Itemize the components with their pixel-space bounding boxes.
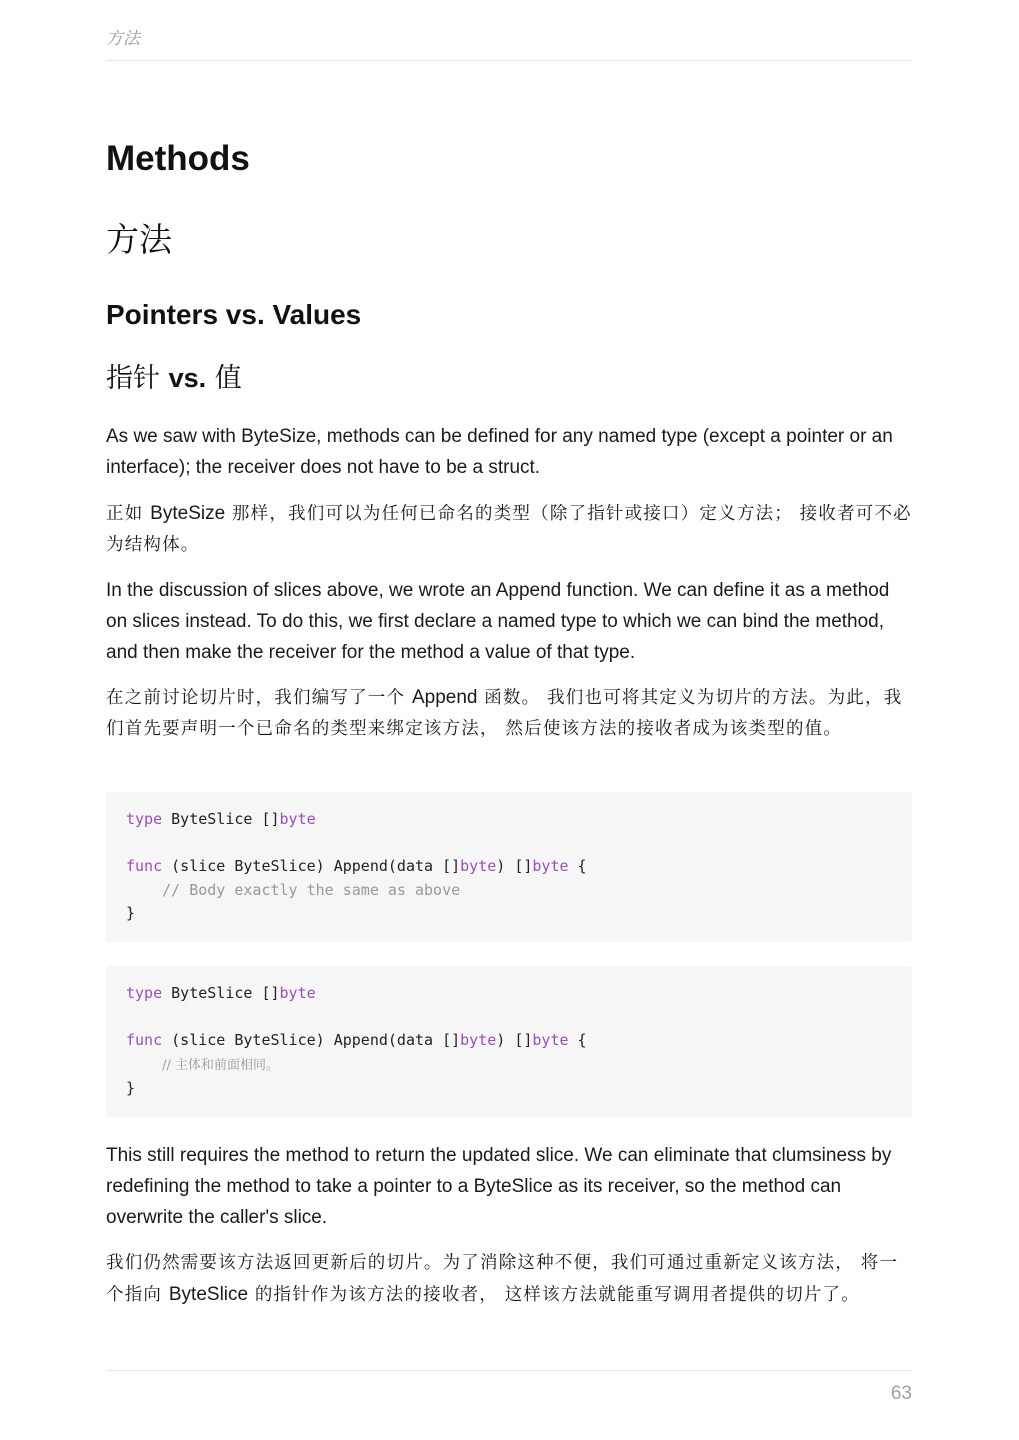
- paragraph-3-zh-latin: ByteSlice: [168, 1284, 249, 1305]
- code-keyword: byte: [279, 984, 316, 1002]
- page-number: 63: [890, 1383, 912, 1404]
- heading-zh-vs: vs.: [168, 363, 207, 393]
- code-comment-zh: // 主体和前面相同。: [162, 1057, 280, 1073]
- code-text: {: [568, 857, 587, 875]
- code-text: ByteSlice []: [162, 810, 280, 828]
- paragraph-1-zh: [106, 498, 912, 561]
- paragraph-2-en: In the discussion of slices above, we wrote an Append function. We can define it as a method on slices instead. To do this, we first declare a named type to which we can bind the method, and then make the receiver for the method a value of that type.: [106, 580, 890, 663]
- heading-methods-en: Methods: [106, 139, 250, 178]
- heading-pointers-vs-values-en: Pointers vs. Values: [106, 299, 362, 330]
- heading-pointers-vs-values-zh: [106, 362, 242, 395]
- paragraph-3-zh: [106, 1248, 912, 1311]
- paragraph-3-zh-text-a: 我们仍然需要该方法返回更新后的切片。为了消除这种不便，我们可通过重新定义该方法， 将一个指向: [106, 1253, 899, 1305]
- code-keyword: func: [126, 857, 163, 875]
- code-text: ) []: [496, 1031, 533, 1049]
- footer-divider: [106, 1370, 912, 1371]
- running-header: 方法: [106, 29, 140, 49]
- paragraph-1-zh-text-b: 那样，我们可以为任何已命名的类型（除了指针或接口）定义方法； 接收者可不必为结构体。: [106, 504, 912, 555]
- paragraph-2-zh-latin: Append: [411, 687, 478, 708]
- code-listing-zh: [106, 966, 912, 1117]
- code-keyword: byte: [460, 1031, 497, 1049]
- paragraph-3-zh-text-b: 的指针作为该方法的接收者， 这样该方法就能重写调用者提供的切片了。: [248, 1285, 861, 1305]
- code-keyword: byte: [460, 857, 497, 875]
- paragraph-1-zh-text-a: 正如: [106, 504, 151, 524]
- code-indent: [126, 881, 162, 899]
- paragraph-1-en: As we saw with ByteSize, methods can be defined for any named type (except a pointer or an interface); the receiver does not have to be a struct.: [106, 426, 893, 478]
- paragraph-1-zh-latin: ByteSize: [150, 503, 226, 524]
- code-listing-en: [106, 792, 912, 942]
- code-keyword: byte: [279, 810, 316, 828]
- header-divider: [106, 60, 912, 61]
- heading-zh-prefix: 指针: [106, 363, 169, 394]
- document-page: [106, 0, 912, 1440]
- paragraph-3-en: This still requires the method to return the updated slice. We can eliminate that clumsiness by redefining the method to take a pointer to a ByteSlice as its receiver, so the method can overwrite the caller's slice.: [106, 1145, 892, 1228]
- paragraph-2-zh-text-b: 函数。 我们也可将其定义为切片的方法。为此，我们首先要声明一个已命名的类型来绑定该方法， 然后使该方法的接收者成为该类型的值。: [106, 688, 903, 739]
- paragraph-2-zh: [106, 682, 912, 745]
- code-block-en: [106, 792, 912, 942]
- code-text: }: [126, 904, 136, 922]
- code-block-zh: [106, 966, 912, 1117]
- code-keyword: type: [126, 810, 163, 828]
- code-text: (slice ByteSlice) Append(data []: [162, 1031, 461, 1049]
- heading-methods-zh: 方法: [106, 220, 172, 259]
- paragraph-2-zh-text-a: 在之前讨论切片时，我们编写了一个: [106, 688, 412, 708]
- code-text: ByteSlice []: [162, 984, 280, 1002]
- code-text: ) []: [496, 857, 533, 875]
- code-text: (slice ByteSlice) Append(data []: [162, 857, 461, 875]
- code-indent: [126, 1055, 162, 1073]
- code-keyword: byte: [532, 857, 569, 875]
- code-text: {: [568, 1031, 587, 1049]
- code-keyword: byte: [532, 1031, 569, 1049]
- code-keyword: func: [126, 1031, 163, 1049]
- code-keyword: type: [126, 984, 163, 1002]
- code-text: }: [126, 1079, 136, 1097]
- heading-zh-suffix: 值: [206, 363, 242, 394]
- code-comment-en: // Body exactly the same as above: [162, 880, 461, 899]
